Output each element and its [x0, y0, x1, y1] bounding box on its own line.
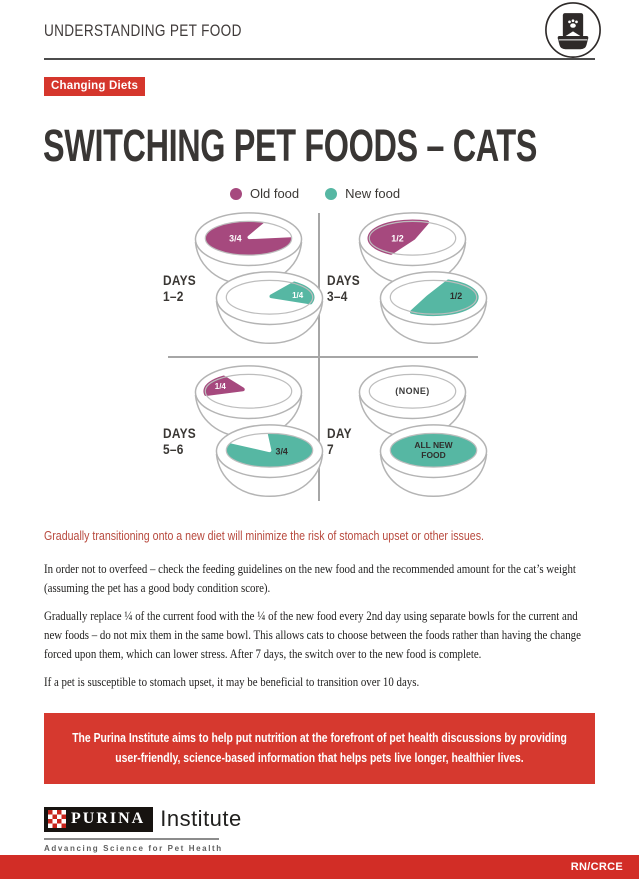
day-label-days-5-6: DAYS 5–6	[163, 425, 196, 457]
section-badge: Changing Diets	[44, 77, 145, 96]
pet-food-bag-and-bowl-icon	[543, 1, 603, 61]
body-paragraph-1: In order not to overfeed – check the feeding guidelines on the new food and the recommended amount for the cat’s weight (assuming the pet has a good body condition score).	[44, 561, 576, 595]
quadrant-days-3-4	[324, 211, 488, 359]
old-portion-label: 3/4	[229, 233, 242, 244]
highlight-sentence: Gradually transitioning onto a new diet will minimize the risk of stomach upset or other issues.	[44, 529, 484, 543]
purina-logo-box	[44, 807, 153, 832]
document-code: RN/CRCE	[570, 861, 623, 873]
page-title: SWITCHING PET FOODS – CATS	[43, 120, 538, 171]
day-label-days-1-2: DAYS 1–2	[163, 272, 196, 304]
institute-wordmark: Institute	[160, 806, 242, 832]
quadrant-days-5-6	[160, 364, 324, 512]
new-portion-label: 1/2	[449, 291, 463, 302]
body-paragraph-3: If a pet is susceptible to stomach upset, it may be beneficial to transition over 10 days.	[44, 675, 420, 690]
new-food-label: New food	[345, 186, 401, 201]
header	[0, 0, 639, 41]
legend-item-old-food	[230, 186, 299, 201]
logo-tagline: Advancing Science for Pet Health	[44, 843, 223, 853]
logo-divider	[44, 838, 219, 840]
new-food-dot-icon	[325, 188, 337, 200]
body-paragraph-2: Gradually replace ¼ of the current food with the ¼ of the new food every 2nd day using separate bowls for the current and new foods – do not mix them in the same bowl. This allows cats to choose between the foods rather than having the change forced upon them, which can lower stress. After 7 days, the switch over to the new food is complete.	[44, 608, 581, 662]
header-divider	[44, 58, 595, 60]
legend-item-new-food	[325, 186, 400, 201]
new-portion-label: 1/4	[292, 291, 304, 301]
new-food-bowl-days-1-2	[213, 270, 326, 347]
old-food-label: Old food	[250, 186, 300, 201]
new-portion-label: 3/4	[275, 446, 288, 457]
purina-institute-logo	[44, 806, 639, 853]
footer-bar	[0, 855, 639, 879]
new-food-bowl-days-3-4	[377, 270, 490, 347]
purina-checkerboard-icon	[48, 810, 66, 828]
new-portion-label-line1: ALL NEW	[414, 439, 453, 450]
purina-institute-callout: The Purina Institute aims to help put nutrition at the forefront of pet health discussions by providing user-friendly, science-based information that helps pets live longer, healthier lives.	[44, 713, 595, 785]
new-food-bowl-days-5-6	[213, 423, 326, 500]
header-title: UNDERSTANDING PET FOOD	[44, 21, 242, 40]
new-food-bowl-day-7	[377, 423, 490, 500]
day-label-day-7: DAY 7	[327, 425, 352, 457]
old-portion-label: 1/4	[214, 381, 226, 391]
quadrant-days-1-2	[160, 211, 324, 359]
legend	[230, 186, 639, 201]
purina-wordmark: PURINA	[71, 810, 146, 828]
old-portion-label: (NONE)	[395, 386, 430, 397]
old-food-dot-icon	[230, 188, 242, 200]
quadrant-day-7	[324, 364, 488, 512]
new-portion-label-line2: FOOD	[421, 450, 446, 461]
transition-diagram	[0, 211, 639, 505]
old-portion-label: 1/2	[391, 233, 404, 244]
day-label-days-3-4: DAYS 3–4	[327, 272, 360, 304]
